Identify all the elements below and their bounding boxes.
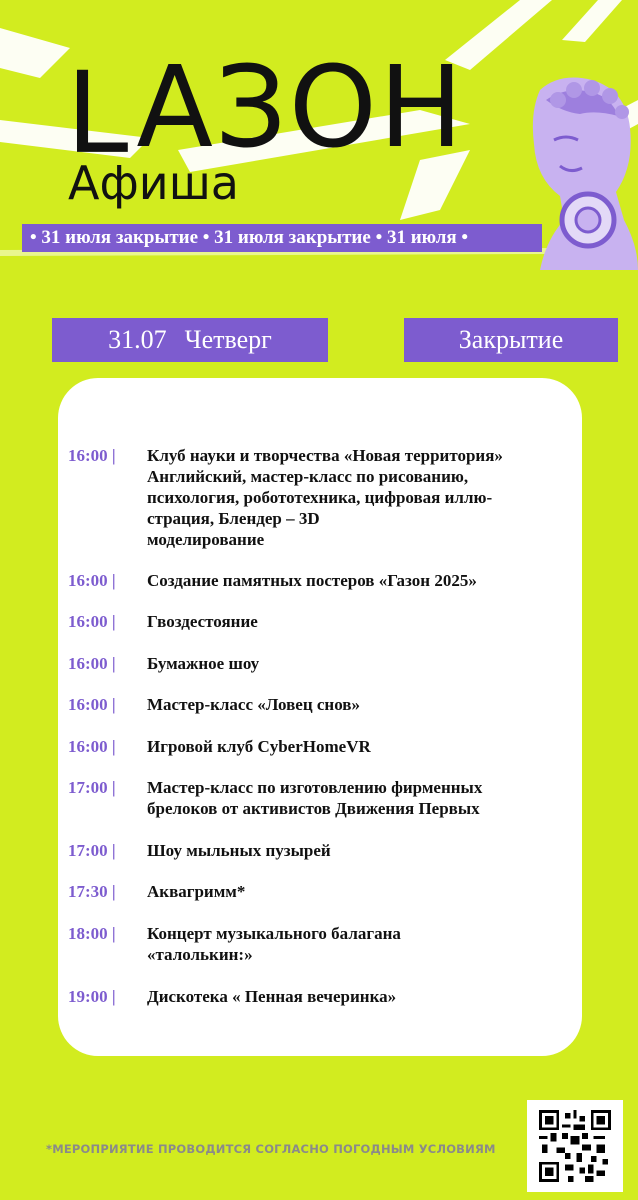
event-time: 17:00 |: [68, 841, 116, 860]
event-time: 16:00 |: [68, 446, 116, 465]
schedule-item: [68, 611, 578, 632]
event-time: 16:00 |: [68, 695, 116, 714]
event-time: 16:00 |: [68, 571, 116, 590]
schedule-item: [68, 881, 578, 902]
logo-first-letter: Г: [66, 43, 137, 173]
schedule-item: [68, 570, 578, 591]
schedule-item: [68, 445, 578, 550]
event-date: 31.07: [108, 325, 167, 354]
event-time: 19:00 |: [68, 987, 116, 1006]
weather-disclaimer: *МЕРОПРИЯТИЕ ПРОВОДИТСЯ СОГЛАСНО ПОГОДНЫМ УСЛОВИЯМ: [46, 1142, 496, 1156]
event-title: Мастер-класс по изготовлению фирменных брелоков от активистов Движения Первых: [147, 778, 483, 818]
event-title: Дискотека « Пенная вечеринка»: [147, 987, 397, 1006]
marquee-banner: • 31 июля закрытие • 31 июля закрытие • 31 июля •: [22, 224, 542, 252]
schedule-item: [68, 694, 578, 715]
event-title: Концерт музыкального балагана «талолькин:»: [147, 924, 401, 964]
event-time: 16:00 |: [68, 737, 116, 756]
event-time: 17:00 |: [68, 778, 116, 797]
event-title: Создание памятных постеров «Газон 2025»: [147, 571, 477, 590]
event-time: 17:30 |: [68, 882, 116, 901]
logo-rest: АЗОН: [136, 43, 466, 173]
festival-logo: [66, 43, 466, 173]
event-time: 18:00 |: [68, 924, 116, 943]
schedule-item: [68, 923, 578, 965]
event-weekday: Четверг: [184, 325, 272, 354]
schedule-card: [58, 378, 582, 1056]
event-title: Шоу мыльных пузырей: [147, 841, 331, 860]
event-time: 16:00 |: [68, 612, 116, 631]
event-title: Гвоздестояние: [147, 612, 258, 631]
event-title: Клуб науки и творчества «Новая территория» Английский, мастер-класс по рисованию, психология, робототехника, цифровая иллю- страция, Блендер – 3D моделирование: [147, 446, 503, 549]
qr-code[interactable]: [527, 1100, 623, 1192]
schedule-item: [68, 840, 578, 861]
schedule-item: [68, 736, 578, 757]
schedule-item: [68, 986, 578, 1007]
date-tag: [52, 318, 328, 362]
schedule-item: [68, 653, 578, 674]
event-title: Игровой клуб CyberHomeVR: [147, 737, 371, 756]
event-type-tag: Закрытие: [404, 318, 618, 362]
event-title: Бумажное шоу: [147, 654, 260, 673]
event-title: Мастер-класс «Ловец снов»: [147, 695, 360, 714]
qr-code-icon: [539, 1110, 611, 1182]
schedule-item: [68, 777, 578, 819]
event-title: Аквагримм*: [147, 882, 246, 901]
event-time: 16:00 |: [68, 654, 116, 673]
page-subtitle: Афиша: [68, 156, 239, 210]
